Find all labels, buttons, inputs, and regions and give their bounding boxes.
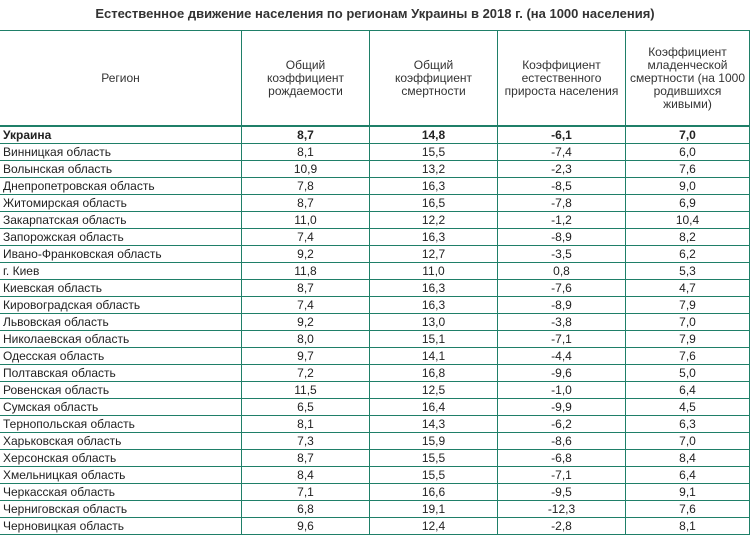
cell-birth-rate: 8,4 (242, 467, 370, 484)
cell-natural-growth: -7,6 (498, 280, 626, 297)
cell-birth-rate: 8,7 (242, 195, 370, 212)
cell-birth-rate: 7,1 (242, 484, 370, 501)
cell-birth-rate: 8,1 (242, 144, 370, 161)
table-row (0, 178, 750, 195)
cell-death-rate: 12,4 (370, 518, 498, 535)
cell-birth-rate: 8,7 (242, 450, 370, 467)
cell-infant-mortality: 6,4 (626, 467, 750, 484)
cell-region: Львовская область (0, 314, 242, 331)
table-row (0, 297, 750, 314)
cell-region: Херсонская область (0, 450, 242, 467)
cell-natural-growth: 0,8 (498, 263, 626, 280)
cell-death-rate: 16,5 (370, 195, 498, 212)
cell-death-rate: 12,2 (370, 212, 498, 229)
table-row (0, 161, 750, 178)
cell-birth-rate: 8,7 (242, 126, 370, 144)
cell-infant-mortality: 7,9 (626, 297, 750, 314)
table-row (0, 263, 750, 280)
cell-region: Винницкая область (0, 144, 242, 161)
cell-natural-growth: -3,5 (498, 246, 626, 263)
cell-region: Черниговская область (0, 501, 242, 518)
cell-region: Полтавская область (0, 365, 242, 382)
table-title: Естественное движение населения по регионам Украины в 2018 г. (на 1000 населения) (95, 6, 655, 21)
cell-birth-rate: 6,8 (242, 501, 370, 518)
cell-infant-mortality: 6,3 (626, 416, 750, 433)
cell-infant-mortality: 7,0 (626, 433, 750, 450)
cell-death-rate: 15,5 (370, 450, 498, 467)
cell-region: Днепропетровская область (0, 178, 242, 195)
cell-birth-rate: 11,8 (242, 263, 370, 280)
cell-region: Черновицкая область (0, 518, 242, 535)
cell-death-rate: 14,1 (370, 348, 498, 365)
table-body (0, 126, 750, 535)
cell-infant-mortality: 4,5 (626, 399, 750, 416)
cell-natural-growth: -2,3 (498, 161, 626, 178)
cell-natural-growth: -8,6 (498, 433, 626, 450)
cell-natural-growth: -1,2 (498, 212, 626, 229)
cell-death-rate: 13,0 (370, 314, 498, 331)
cell-natural-growth: -7,1 (498, 331, 626, 348)
cell-infant-mortality: 10,4 (626, 212, 750, 229)
cell-infant-mortality: 5,0 (626, 365, 750, 382)
cell-region: Кировоградская область (0, 297, 242, 314)
cell-birth-rate: 9,2 (242, 314, 370, 331)
table-row (0, 212, 750, 229)
cell-infant-mortality: 9,1 (626, 484, 750, 501)
cell-birth-rate: 7,4 (242, 229, 370, 246)
table-row (0, 365, 750, 382)
cell-birth-rate: 7,8 (242, 178, 370, 195)
table-row (0, 433, 750, 450)
cell-birth-rate: 7,4 (242, 297, 370, 314)
cell-death-rate: 15,5 (370, 144, 498, 161)
cell-infant-mortality: 6,9 (626, 195, 750, 212)
cell-death-rate: 16,3 (370, 297, 498, 314)
cell-infant-mortality: 7,6 (626, 161, 750, 178)
table-row (0, 518, 750, 535)
cell-region: Ивано-Франковская область (0, 246, 242, 263)
table-row (0, 484, 750, 501)
cell-death-rate: 19,1 (370, 501, 498, 518)
cell-natural-growth: -8,9 (498, 229, 626, 246)
cell-birth-rate: 8,0 (242, 331, 370, 348)
header-infant-mortality: Коэффициент младенческой смертности (на 1000 родившихся живыми) (626, 31, 750, 127)
header-natural-growth: Коэффициент естественного прироста населения (498, 31, 626, 127)
cell-death-rate: 14,8 (370, 126, 498, 144)
cell-death-rate: 16,3 (370, 280, 498, 297)
cell-infant-mortality: 7,6 (626, 501, 750, 518)
cell-infant-mortality: 7,0 (626, 314, 750, 331)
population-table (0, 30, 750, 535)
cell-birth-rate: 7,3 (242, 433, 370, 450)
cell-natural-growth: -9,9 (498, 399, 626, 416)
table-row (0, 399, 750, 416)
table-row (0, 314, 750, 331)
cell-death-rate: 16,3 (370, 229, 498, 246)
cell-death-rate: 16,6 (370, 484, 498, 501)
cell-natural-growth: -8,5 (498, 178, 626, 195)
cell-region: Тернопольская область (0, 416, 242, 433)
cell-death-rate: 12,5 (370, 382, 498, 399)
cell-region: Хмельницкая область (0, 467, 242, 484)
table-row (0, 348, 750, 365)
table-row (0, 144, 750, 161)
cell-natural-growth: -7,1 (498, 467, 626, 484)
table-row (0, 467, 750, 484)
cell-birth-rate: 10,9 (242, 161, 370, 178)
table-row (0, 280, 750, 297)
table-row (0, 331, 750, 348)
cell-birth-rate: 8,7 (242, 280, 370, 297)
cell-death-rate: 14,3 (370, 416, 498, 433)
cell-region: Запорожская область (0, 229, 242, 246)
cell-region: Киевская область (0, 280, 242, 297)
table-row (0, 416, 750, 433)
cell-natural-growth: -6,8 (498, 450, 626, 467)
header-death-rate: Общий коэффициент смертности (370, 31, 498, 127)
cell-region: Ровенская область (0, 382, 242, 399)
header-region: Регион (0, 31, 242, 127)
cell-death-rate: 15,5 (370, 467, 498, 484)
cell-birth-rate: 9,2 (242, 246, 370, 263)
table-row (0, 382, 750, 399)
table-row (0, 229, 750, 246)
cell-infant-mortality: 7,9 (626, 331, 750, 348)
cell-birth-rate: 9,7 (242, 348, 370, 365)
cell-natural-growth: -12,3 (498, 501, 626, 518)
cell-infant-mortality: 8,4 (626, 450, 750, 467)
cell-infant-mortality: 6,0 (626, 144, 750, 161)
cell-natural-growth: -6,2 (498, 416, 626, 433)
cell-birth-rate: 11,5 (242, 382, 370, 399)
cell-region: Закарпатская область (0, 212, 242, 229)
cell-infant-mortality: 7,6 (626, 348, 750, 365)
cell-infant-mortality: 9,0 (626, 178, 750, 195)
cell-region: Черкасская область (0, 484, 242, 501)
table-row-total (0, 126, 750, 144)
cell-death-rate: 12,7 (370, 246, 498, 263)
cell-infant-mortality: 8,1 (626, 518, 750, 535)
cell-natural-growth: -3,8 (498, 314, 626, 331)
cell-natural-growth: -7,4 (498, 144, 626, 161)
cell-birth-rate: 9,6 (242, 518, 370, 535)
cell-natural-growth: -6,1 (498, 126, 626, 144)
cell-natural-growth: -9,5 (498, 484, 626, 501)
cell-region: г. Киев (0, 263, 242, 280)
cell-natural-growth: -7,8 (498, 195, 626, 212)
cell-region: Харьковская область (0, 433, 242, 450)
cell-birth-rate: 6,5 (242, 399, 370, 416)
cell-region: Житомирская область (0, 195, 242, 212)
cell-natural-growth: -9,6 (498, 365, 626, 382)
cell-natural-growth: -1,0 (498, 382, 626, 399)
cell-region: Сумская область (0, 399, 242, 416)
cell-birth-rate: 7,2 (242, 365, 370, 382)
cell-birth-rate: 11,0 (242, 212, 370, 229)
cell-infant-mortality: 6,4 (626, 382, 750, 399)
cell-region: Украина (0, 126, 242, 144)
header-row (0, 31, 750, 127)
cell-natural-growth: -4,4 (498, 348, 626, 365)
cell-death-rate: 16,3 (370, 178, 498, 195)
cell-death-rate: 16,4 (370, 399, 498, 416)
cell-death-rate: 16,8 (370, 365, 498, 382)
cell-death-rate: 15,9 (370, 433, 498, 450)
cell-natural-growth: -8,9 (498, 297, 626, 314)
cell-infant-mortality: 7,0 (626, 126, 750, 144)
table-row (0, 501, 750, 518)
cell-death-rate: 13,2 (370, 161, 498, 178)
cell-region: Волынская область (0, 161, 242, 178)
cell-birth-rate: 8,1 (242, 416, 370, 433)
table-row (0, 450, 750, 467)
cell-infant-mortality: 6,2 (626, 246, 750, 263)
cell-infant-mortality: 8,2 (626, 229, 750, 246)
header-birth-rate: Общий коэффициент рождаемости (242, 31, 370, 127)
cell-death-rate: 15,1 (370, 331, 498, 348)
cell-infant-mortality: 4,7 (626, 280, 750, 297)
cell-natural-growth: -2,8 (498, 518, 626, 535)
cell-death-rate: 11,0 (370, 263, 498, 280)
table-row (0, 195, 750, 212)
table-row (0, 246, 750, 263)
cell-infant-mortality: 5,3 (626, 263, 750, 280)
cell-region: Николаевская область (0, 331, 242, 348)
cell-region: Одесская область (0, 348, 242, 365)
